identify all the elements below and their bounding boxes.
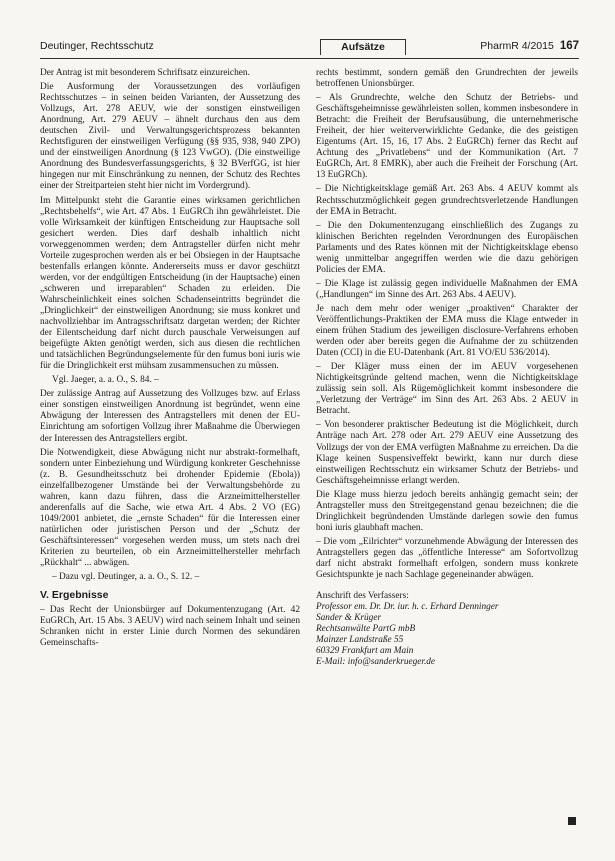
author-label: Anschrift des Verfassers: — [316, 591, 409, 602]
right-paragraphs — [316, 68, 578, 581]
paragraph: – Als Grundrechte, welche den Schutz der Betriebs- und Geschäftsgeheimnisse gewährleisten sollen, kommen insbesondere in Betracht: die Freiheit der Berufsausübung, die unternehmerische Freiheit, der hier weiterverwirklichte Gedanke, die des geistigen Eigentums (Art. 15, 16, 17 Abs. 2 EuGRCh) ferner das Recht auf Achtung des „Privatlebens“ und der Kommunikation (Art. 7 EuGRCh, Art. 8 EMRK), aber auch die Freiheit der Forschung (Art. 13 EuGRCh). — [316, 93, 578, 181]
paragraph: Der zulässige Antrag auf Aussetzung des Vollzuges bzw. auf Erlass einer sonstigen einstweiligen Anordnung ist begründet, wenn eine Abwägung der Interessen des Antragstellers mit denen der EU-Einrichtung am sofortigen Vollzug ihrer Maßnahme die Überwiegen der Interessen des Antragstellers ergibt. — [40, 389, 300, 444]
paragraph: – Die vom „Eilrichter“ vorzunehmende Abwägung der Interessen des Antragstellers gegen das „öffentliche Interesse“ am Sofortvollzug darf nicht abstrakt formelhaft erfolgen, sondern muss konkrete Gesichtspunkte je nach Sachlage gegeneinander abwägen. — [316, 536, 578, 581]
paragraph: – Der Kläger muss einen der im AEUV vorgesehenen Nichtigkeitsgründe geltend machen, wenn die Nichtigkeitsklage zulässig sein soll. Als Rügemöglichkeit kommt insbesondere die „Verletzung der Verträge“ im Sinn des Art. 263 Abs. 2 AEUV in Betracht. — [316, 362, 578, 417]
paragraph: – Die Nichtigkeitsklage gemäß Art. 263 Abs. 4 AEUV kommt als Rechtsschutzmöglichkeit gegen grundrechtsverletzende Handlungen der EMA in Betracht. — [316, 184, 578, 217]
paragraph: Vgl. Jaeger, a. a. O., S. 84. – — [52, 375, 159, 386]
author-line: Professor em. Dr. Dr. iur. h. c. Erhard Denninger — [316, 602, 499, 613]
running-head-author: Deutinger, Rechtsschutz — [40, 40, 154, 52]
left-paragraphs — [40, 68, 300, 583]
page-number: 167 — [559, 40, 579, 52]
paragraph: Die Ausformung der Voraussetzungen des vorläufigen Rechtsschutzes – in seinen beiden Varianten, der Aussetzung des Vollzugs, Art. 278 AEUV, wie der sonstigen einstweiligen Anordnung, Art. 279 AEUV – ähnelt durchaus den aus dem deutschen Zivil- und Verwaltungsgerichtsprozess bekannten Rechtsfiguren der einstweiligen Verfügung (§§ 935, 938, 940 ZPO) und der einstweiligen Anordnung (§ 123 VwGO). (Die einstweilige Anordnung des Bundesverfassungsgerichts, § 32 BVerfGG, ist hier hingegen nur mit Einschränkung zu nennen, der Schutz des Rechtes einer der Streitparteien steht hier nicht im Vordergrund). — [40, 82, 300, 192]
paragraph: Die Klage muss hierzu jedoch bereits anhängig gemacht sein; der Antragsteller muss den Streitgegenstand genau bezeichnen; die die Dringlichkeit begründenden Umstände darlegen sowie den fumus boni iuris glaubhaft machen. — [316, 489, 578, 533]
paragraph: – Die Klage ist zulässig gegen individuelle Maßnahmen der EMA („Handlungen“ im Sinne des Art. 263 Abs. 4 AEUV). — [316, 278, 578, 300]
left-after-paragraphs — [40, 605, 300, 649]
end-mark — [568, 817, 576, 825]
author-line: Rechtsanwälte PartG mbB — [316, 624, 416, 635]
paragraph: Die Notwendigkeit, diese Abwägung nicht nur abstrakt-formelhaft, sondern unter Einbeziehung und Würdigung konkreter Geschehnisse (z. B. Gesundheitsschutz bei drohender Epidemie (Ebola)) einzelfallbezogener Umstände bei der Verwaltungsbehörde zu wahren, kann dazu führen, dass die Arzneimittelhersteller anderenfalls auf die Sache, wie etwa Art. 4 Abs. 2 VO (EG) 1049/2001 anbietet, die „ernste Schaden“ für die Interessen einer natürlichen oder juristischen Person und der „Schutz der Geschäftsinteressen“ vorgesehen werden muss, um stets nach drei Kriterien zu beurteilen, ob ein Arzneimittelhersteller mehrfach „Rückhalt“ ... abwägen. — [40, 447, 300, 569]
left-column — [40, 68, 300, 652]
paragraph: Der Antrag ist mit besonderem Schriftsatz einzureichen. — [40, 68, 250, 78]
paragraph: – Dazu vgl. Deutinger, a. a. O., S. 12. – — [52, 572, 200, 583]
header-rule — [40, 58, 579, 59]
author-lines — [316, 602, 578, 668]
section-heading: V. Ergebnisse — [40, 589, 109, 602]
author-address — [316, 591, 578, 668]
paragraph: – Das Recht der Unionsbürger auf Dokumentenzugang (Art. 42 EuGRCh, Art. 15 Abs. 3 AEUV) wird nach seinem Inhalt und seinen Schranken nicht in erster Linie durch Normen des sekundären Gemeinschafts- — [40, 605, 300, 649]
author-line: E-Mail: info@sanderkrueger.de — [316, 657, 436, 668]
paragraph: – Von besonderer praktischer Bedeutung ist die Möglichkeit, durch Anträge nach Art. 278 oder Art. 279 AEUV eine Aussetzung des Vollzugs der von der EMA verfügten Maßnahme zu erreichen. Da die Klage keinen Suspensiveffekt bewirkt, kann nur durch diese einstweiligen Rechtsschutz ein wirksamer Schutz der Betriebs- und Geschäftsgeheimnisse erlangt werden. — [316, 420, 578, 486]
journal-name: PharmR 4/2015 — [480, 40, 554, 52]
paragraph: – Die den Dokumentenzugang einschließlich des Zugangs zu klinischen Berichten regelnden Verordnungen des Europäischen Parlaments und des Rates können mit der Nichtigkeitsklage ebenso wenig unmittelbar angegriffen werden wie die dazu gehörigen Policies der EMA. — [316, 220, 578, 275]
journal-issue — [480, 40, 579, 52]
paragraph: Je nach dem mehr oder weniger „proaktiven“ Charakter der Veröffentlichungs-Praktiken der EMA muss die Klage entweder in einem frühen Stadium des jeweiligen disclosure-Verfahrens erhoben werden oder aber bereits gegen die Aufnahme der zu schützenden Daten (CCI) in die EU-Datenbank (Art. 81 VO/EU 536/2014). — [316, 303, 578, 359]
paragraph: Im Mittelpunkt steht die Garantie eines wirksamen gerichtlichen „Rechtsbehelfs“, wie Art. 47 Abs. 1 EuGRCh ihn gewährleistet. Die volle Wirksamkeit der künftigen Entscheidung zur Hauptsache soll gesichert werden. Dies darf deshalb inhaltlich nicht vorweggenommen werden; dem Antragsteller dürfen nicht mehr Vorteile zugesprochen werden als er bei Obsiegen in der Hauptsache bestenfalls erlangen könnte. Andererseits muss er davor geschützt werden, vor der endgültigen Entscheidung (in der Hauptsache) einen „schweren und irreparablen“ Schaden zu erleiden. Die Wahrscheinlichkeit eines solchen Schadenseintritts begründet die „Dringlichkeit“ der einstweiligen Anordnung; sie muss konkret und nachvollziehbar im Antragsschriftsatz dargetan werden; der Richter der Eilentscheidung darf nicht durch pauschale Verweisungen auf beigefügte Akten genötigt werden, sich aus diesen die rechtlichen und tatsächlichen Begründungselemente für den fumus boni iuris wie für die Dringlichkeit erst mühsam zusammensuchen zu müssen. — [40, 195, 300, 372]
section-tab: Aufsätze — [320, 39, 406, 55]
paragraph: rechts bestimmt, sondern gemäß den Grundrechten der jeweils betroffenen Unionsbürger. — [316, 68, 578, 90]
author-line: Sander & Krüger — [316, 613, 382, 624]
page-header — [40, 38, 579, 56]
author-line: Mainzer Landstraße 55 — [316, 635, 404, 646]
author-line: 60329 Frankfurt am Main — [316, 646, 414, 657]
right-column — [316, 68, 578, 668]
